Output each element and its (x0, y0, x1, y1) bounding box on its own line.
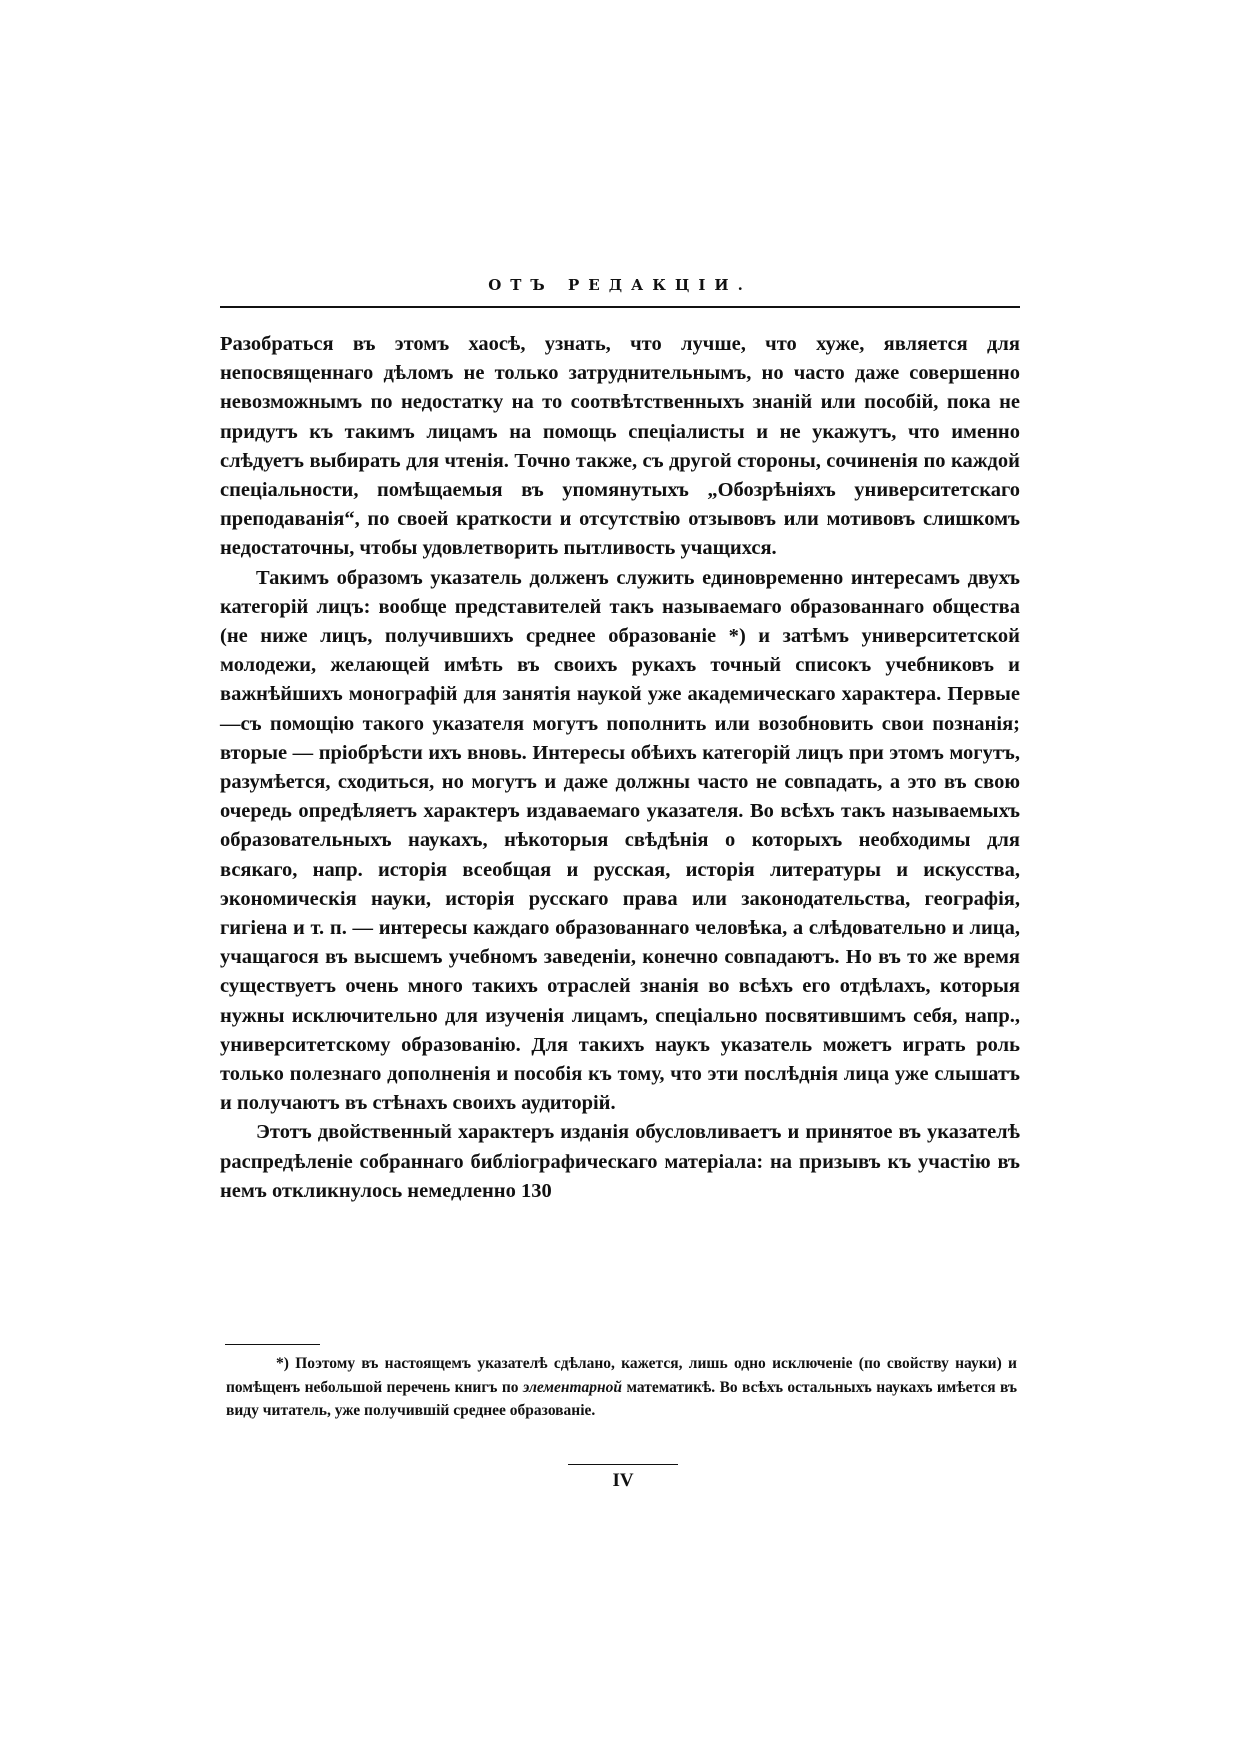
page-number-rule (568, 1464, 678, 1465)
footnote (226, 1352, 1017, 1423)
footnote-text-before: *) Поэтому въ настоящемъ указателѣ сдѣлано, кажется, лишь одно исключеніе (по свойству науки) и помѣщенъ небольшой перечень книгъ по (226, 1355, 1017, 1396)
footnote-emphasis: элементарной (522, 1378, 623, 1396)
paragraph-3: Этотъ двойственный характеръ изданія обусловливаетъ и принятое въ указателѣ распредѣленіе собраннаго библіографическаго матеріала: на призывъ къ участію въ немъ откликнулось немедленно 130 (220, 1121, 1020, 1202)
paragraph-2-part-a: Такимъ образомъ указатель долженъ служить единовременно интересамъ двухъ категорій лицъ: вообще представителей такъ называемаго образованнаго общества (не ниже лицъ, получившихъ среднее образованіе (220, 566, 1020, 648)
footnote-rule (225, 1344, 320, 1345)
paragraph-1: Разобраться въ этомъ хаосѣ, узнать, что лучше, что хуже, является для непосвященнаго дѣломъ не только затруднительнымъ, но часто даже совершенно невозможнымъ по недостатку на то соотвѣтственныхъ знаній или пособій, пока не придутъ къ такимъ лицамъ на помощь спеціалисты и не укажутъ, что именно слѣдуетъ выбирать для чтенія. Точно также, съ другой стороны, сочиненія по каждой спеціальности, помѣщаемыя въ упомянутыхъ „Обозрѣніяхъ университетскаго преподаванія“, по своей краткости и отсутствію отзывовъ или мотивовъ слишкомъ недостаточны, чтобы удовлетворить пытливость учащихся. (220, 333, 1020, 560)
footnote-text-after: математикѣ. Во всѣхъ остальныхъ наукахъ имѣется въ виду читатель, уже получившій среднее образованіе. (226, 1378, 1018, 1419)
main-text (220, 330, 1020, 1206)
footnote-marker: * (716, 625, 739, 648)
page-number: IV (612, 1470, 634, 1491)
header-rule (220, 306, 1020, 308)
paragraph-2-part-b: ) и затѣмъ университетской молодежи, желающей имѣть въ своихъ рукахъ точный списокъ учебниковъ и важнѣйшихъ монографій для занятія наукой уже академическаго характера. Первые—съ помощію такого указателя могутъ пополнить или возобновить свои познанія; вторые — пріобрѣсти ихъ вновь. Интересы обѣихъ категорій лицъ при этомъ могутъ, разумѣется, сходиться, но могутъ и даже должны часто не совпадать, а это въ свою очередь опредѣляетъ характеръ издаваемаго указателя. Во всѣхъ такъ называемыхъ образовательныхъ наукахъ, нѣкоторыя свѣдѣнія о которыхъ необходимы для всякаго, напр. исторія всеобщая и русская, исторія литературы и искусства, экономическія науки, исторія русскаго права или законодательства, географія, гигіена и т. п. — интересы каждаго образованнаго человѣка, а слѣдовательно и лица, учащагося въ высшемъ учебномъ заведеніи, конечно совпадаютъ. Но въ то же время существуетъ очень много такихъ отраслей знанія во всѣхъ его отдѣлахъ, которыя нужны исключительно для изученія лицамъ, спеціально посвятившимъ себя, напр., университетскому образованію. Для такихъ наукъ указатель можетъ играть роль только полезнаго дополненія и пособія къ тому, что эти послѣднія лица уже слышатъ и получаютъ въ стѣнахъ своихъ аудиторій. (220, 625, 1020, 1115)
running-header: ОТЪ РЕДАКЦІИ. (488, 276, 752, 294)
paragraph-2 (220, 564, 1020, 1119)
